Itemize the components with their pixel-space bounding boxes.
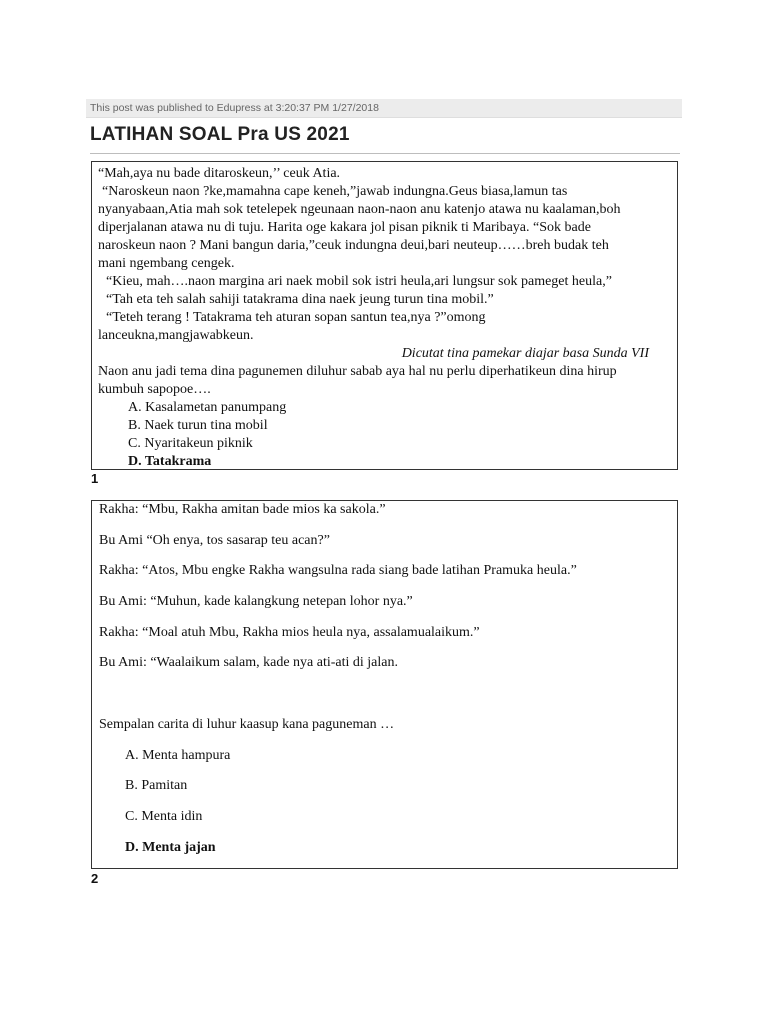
passage-line: “Mah,aya nu bade ditaroskeun,’’ ceuk Atia. (98, 166, 341, 181)
passage-line: “Naroskeun naon ?ke,mamahna cape keneh,”jawab indungna.Geus biasa,lamun tas (102, 184, 568, 199)
answer-option-d-correct: D. Menta jajan (125, 840, 216, 855)
question-text-line: kumbuh sapopoe…. (98, 382, 211, 397)
dialogue-line: Bu Ami: “Muhun, kade kalangkung netepan lohor nya.” (99, 594, 413, 609)
dialogue-line: Bu Ami “Oh enya, tos sasarap teu acan?” (99, 533, 330, 548)
question-1-box (91, 161, 678, 470)
question-2-box (91, 500, 678, 869)
passage-line: naroskeun naon ? Mani bangun daria,”ceuk indungna deui,bari neuteup……breh budak teh (98, 238, 609, 253)
question-text-line: Naon anu jadi tema dina pagunemen diluhur sabab aya hal nu perlu diperhatikeun dina hirup (98, 364, 617, 379)
published-note: This post was published to Edupress at 3:20:37 PM 1/27/2018 (86, 99, 682, 118)
passage-line: nyanyabaan,Atia mah sok tetelepek ngeunaan naon-naon anu katenjo atawa nu kaalaman,boh (98, 202, 621, 217)
answer-option-b: B. Pamitan (125, 778, 188, 793)
dialogue-line: Bu Ami: “Waalaikum salam, kade nya ati-ati di jalan. (99, 655, 399, 670)
passage-line: “Tah eta teh salah sahiji tatakrama dina naek jeung turun tina mobil.” (106, 292, 494, 307)
question-text: Sempalan carita di luhur kaasup kana paguneman … (99, 717, 395, 732)
dialogue-line: Rakha: “Moal atuh Mbu, Rakha mios heula nya, assalamualaikum.” (99, 625, 480, 640)
passage-line: lanceukna,mangjawabkeun. (98, 328, 254, 343)
passage-line: mani ngembang cengek. (98, 256, 235, 271)
passage-line: diperjalanan atawa nu di tuju. Harita oge kakara jol pisan piknik ti Maribaya. “Sok bade (98, 220, 591, 235)
question-number-1: 1 (91, 471, 99, 486)
passage-citation: Dicutat tina pamekar diajar basa Sunda VII (401, 346, 649, 361)
answer-option-a: A. Kasalametan panumpang (128, 400, 287, 415)
answer-option-c: C. Nyaritakeun piknik (128, 436, 253, 451)
answer-option-d-correct: D. Tatakrama (128, 454, 212, 469)
dialogue-line: Rakha: “Mbu, Rakha amitan bade mios ka sakola.” (99, 502, 386, 517)
passage-line: “Kieu, mah….naon margina ari naek mobil sok istri heula,ari lungsur sok pameget heula,” (106, 274, 612, 289)
answer-option-b: B. Naek turun tina mobil (128, 418, 268, 433)
dialogue-line: Rakha: “Atos, Mbu engke Rakha wangsulna rada siang bade latihan Pramuka heula.” (99, 563, 577, 578)
page-title: LATIHAN SOAL Pra US 2021 (90, 124, 350, 145)
passage-line: “Teteh terang ! Tatakrama teh aturan sopan santun tea,nya ?”omong (106, 310, 486, 325)
question-number-2: 2 (91, 871, 99, 886)
answer-option-a: A. Menta hampura (125, 748, 231, 763)
title-divider (90, 153, 680, 154)
answer-option-c: C. Menta idin (125, 809, 203, 824)
